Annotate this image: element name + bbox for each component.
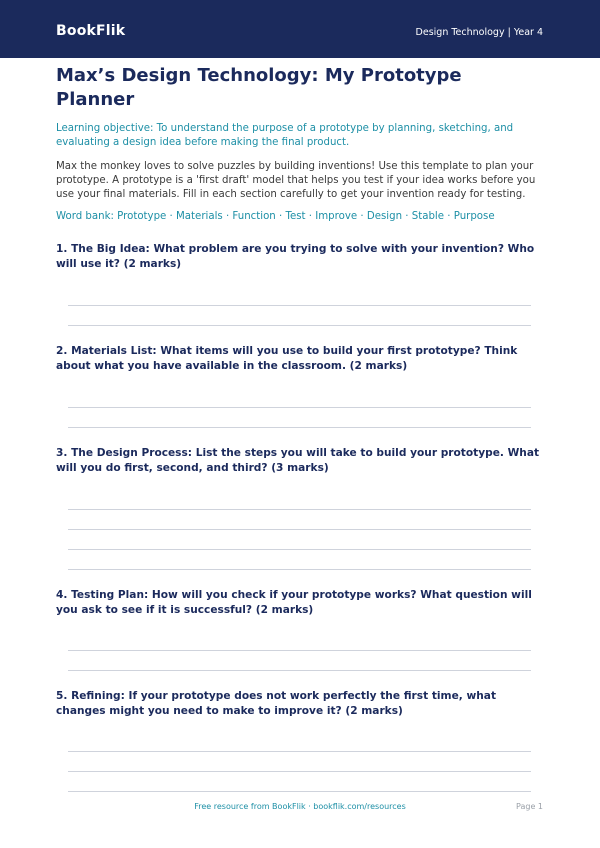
footer-credit[interactable]: Free resource from BookFlik · bookflik.com/resources (194, 802, 406, 811)
answer-line[interactable] (68, 751, 531, 752)
page-header (0, 0, 600, 58)
answer-line[interactable] (68, 509, 531, 510)
question-2-text: 2. Materials List: What items will you use to build your first prototype? Think about what you have available in the classroom. (2 marks) (56, 345, 518, 372)
question-3-text: 3. The Design Process: List the steps you will take to build your prototype. What will you do first, second, and third? (3 marks) (56, 447, 540, 474)
question-1 (56, 242, 543, 344)
answer-line[interactable] (68, 569, 531, 570)
question-3 (56, 446, 543, 588)
answer-lines-5[interactable] (68, 751, 531, 792)
answer-line[interactable] (68, 771, 531, 772)
intro-paragraph: Max the monkey loves to solve puzzles by building inventions! Use this template to plan your prototype. A prototype is a 'first draft' model that helps you test if your idea works before you use your final materials. Fill in each section carefully to get your invention ready for testing. (56, 161, 536, 200)
subject-year-label: Design Technology | Year 4 (415, 27, 543, 38)
question-2 (56, 344, 543, 446)
answer-line[interactable] (68, 427, 531, 428)
answer-lines-3[interactable] (68, 509, 531, 570)
question-5 (56, 689, 543, 809)
answer-line[interactable] (68, 650, 531, 651)
answer-line[interactable] (68, 407, 531, 408)
worksheet-content (56, 64, 543, 809)
question-5-text: 5. Refining: If your prototype does not work perfectly the first time, what changes might you need to make to improve it? (2 marks) (56, 690, 497, 717)
answer-line[interactable] (68, 325, 531, 326)
page-footer (0, 802, 600, 816)
answer-line[interactable] (68, 670, 531, 671)
answer-line[interactable] (68, 549, 531, 550)
answer-line[interactable] (68, 529, 531, 530)
answer-line[interactable] (68, 305, 531, 306)
answer-line[interactable] (68, 791, 531, 792)
brand-logo-text: BookFlik (56, 23, 126, 39)
learning-objective: Learning objective: To understand the purpose of a prototype by planning, sketching, and evaluating a design idea before making the final product. (56, 123, 514, 148)
answer-lines-2[interactable] (68, 407, 531, 428)
answer-lines-1[interactable] (68, 305, 531, 326)
question-4 (56, 588, 543, 689)
question-4-text: 4. Testing Plan: How will you check if your prototype works? What question will you ask to see if it is successful? (2 marks) (56, 589, 532, 616)
page-number: Page 1 (516, 802, 543, 811)
word-bank: Word bank: Prototype · Materials · Function · Test · Improve · Design · Stable · Purpose (56, 211, 495, 222)
answer-lines-4[interactable] (68, 650, 531, 671)
page-title: Max’s Design Technology: My Prototype Planner (56, 65, 462, 110)
question-1-text: 1. The Big Idea: What problem are you trying to solve with your invention? Who will use it? (2 marks) (56, 243, 535, 270)
